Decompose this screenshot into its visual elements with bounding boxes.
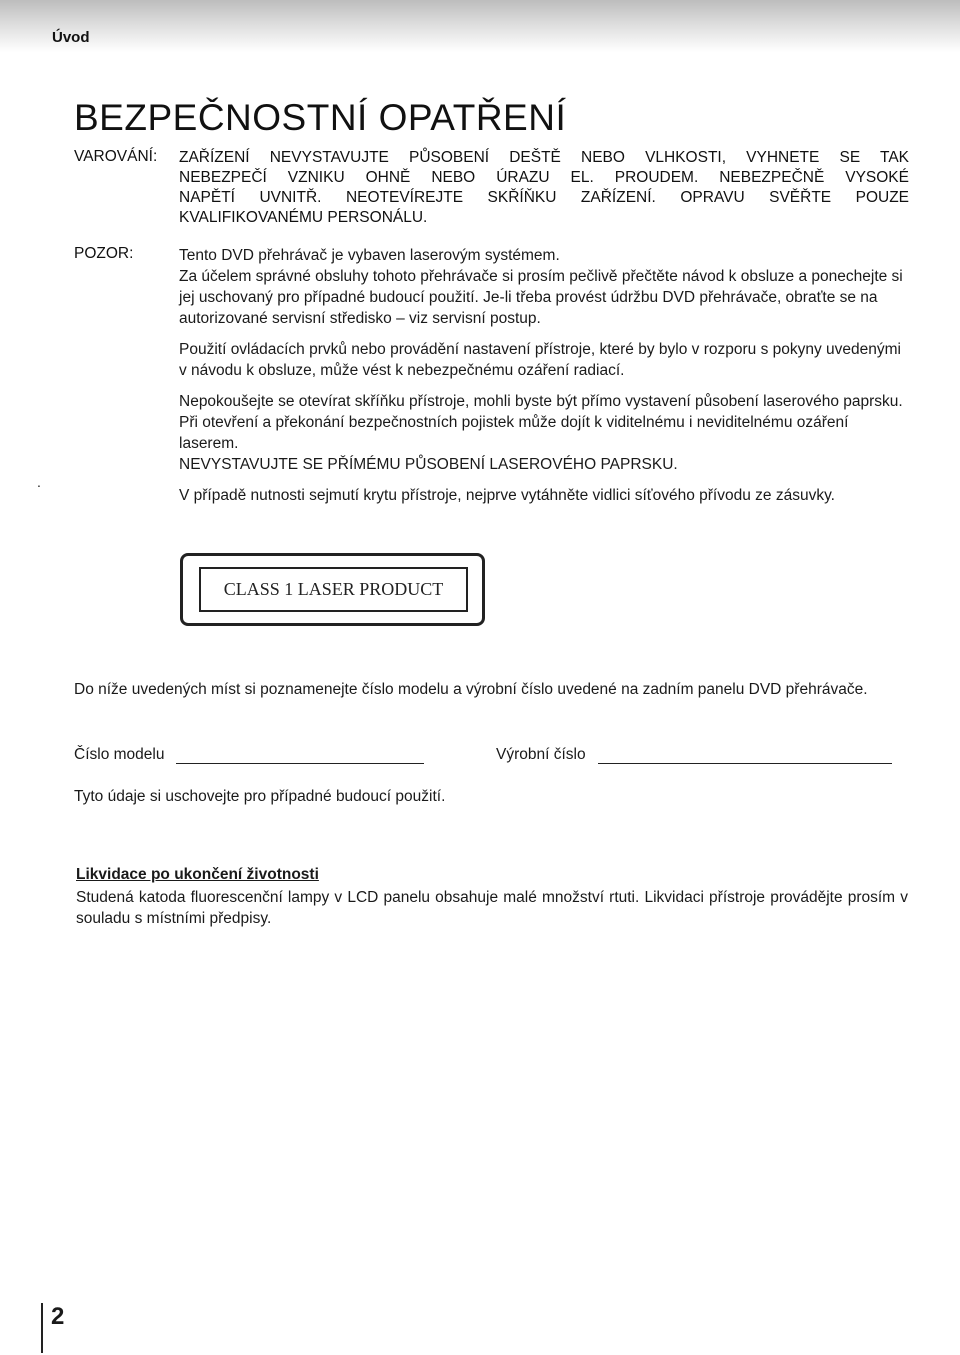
caution-paragraph: Nepokoušejte se otevírat skříňku přístroje, mohli byste být přímo vystavení působení laserového paprsku. xyxy=(179,393,903,410)
page-title: BEZPEČNOSTNÍ OPATŘENÍ xyxy=(74,96,567,138)
caution-paragraph: Tento DVD přehrávač je vybaven laserovým systémem. xyxy=(179,247,560,264)
model-number-field xyxy=(74,746,424,764)
warning-line: KVALIFIKOVANÉMU PERSONÁLU. xyxy=(179,209,428,226)
keep-note: Tyto údaje si uschovejte pro případné budoucí použití. xyxy=(74,788,446,805)
caution-paragraph: Za účelem správné obsluhy tohoto přehrávače si prosím pečlivě přečtěte návod k obsluze a ponechejte si jej uschovaný pro případné budoucí použití. Je-li třeba provést údržbu DVD přehrávače, obraťte se na autorizované servisní středisko – viz servisní postup. xyxy=(179,268,903,327)
caution-body xyxy=(179,245,909,506)
margin-dot: . xyxy=(37,474,41,490)
disposal-title: Likvidace po ukončení životnosti xyxy=(76,866,319,883)
caution-paragraph: V případě nutnosti sejmutí krytu přístroje, nejprve vytáhněte vidlici síťového přívodu ze zásuvky. xyxy=(179,487,835,504)
warning-line: NEBEZPEČÍ VZNIKU OHNĚ NEBO ÚRAZU EL. PROUDEM. NEBEZPEČNĚ VYSOKÉ xyxy=(179,169,909,186)
warning-text xyxy=(179,148,909,228)
serial-number-label: Výrobní číslo xyxy=(496,746,586,763)
caution-paragraph: Použití ovládacích prvků nebo provádění nastavení přístroje, které by bylo v rozporu s pokyny uvedenými v návodu k obsluze, může vést k nebezpečnému ozáření radiací. xyxy=(179,341,901,379)
caution-paragraph: Při otevření a překonání bezpečnostních pojistek může dojít k viditelnému i neviditelnému ozáření laserem. xyxy=(179,414,849,452)
record-info-text: Do níže uvedených míst si poznamenejte číslo modelu a výrobní číslo uvedené na zadním panelu DVD přehrávače. xyxy=(74,681,868,698)
caution-label: POZOR: xyxy=(74,245,134,262)
model-number-label: Číslo modelu xyxy=(74,746,165,763)
warning-label: VAROVÁNÍ: xyxy=(74,148,158,165)
disposal-text: Studená katoda fluorescenční lampy v LCD panelu obsahuje malé množství rtuti. Likvidaci přístroje provádějte prosím v souladu s místními předpisy. xyxy=(76,889,908,927)
model-number-line xyxy=(176,746,424,764)
laser-class-label: CLASS 1 LASER PRODUCT xyxy=(199,567,468,612)
page-number: 2 xyxy=(51,1303,65,1330)
caution-paragraph: NEVYSTAVUJTE SE PŘÍMÉMU PŮSOBENÍ LASEROVÉHO PAPRSKU. xyxy=(179,456,678,473)
serial-number-line xyxy=(598,746,892,764)
section-label: Úvod xyxy=(52,29,90,46)
page-number-rule xyxy=(41,1303,43,1353)
warning-line: NAPĚTÍ UVNITŘ. NEOTEVÍREJTE SKŘÍŇKU ZAŘÍZENÍ. OPRAVU SVĚŘTE POUZE xyxy=(179,189,909,206)
serial-number-field xyxy=(496,746,892,764)
warning-line: ZAŘÍZENÍ NEVYSTAVUJTE PŮSOBENÍ DEŠTĚ NEBO VLHKOSTI, VYHNETE SE TAK xyxy=(179,149,909,166)
header-bar xyxy=(0,0,960,52)
